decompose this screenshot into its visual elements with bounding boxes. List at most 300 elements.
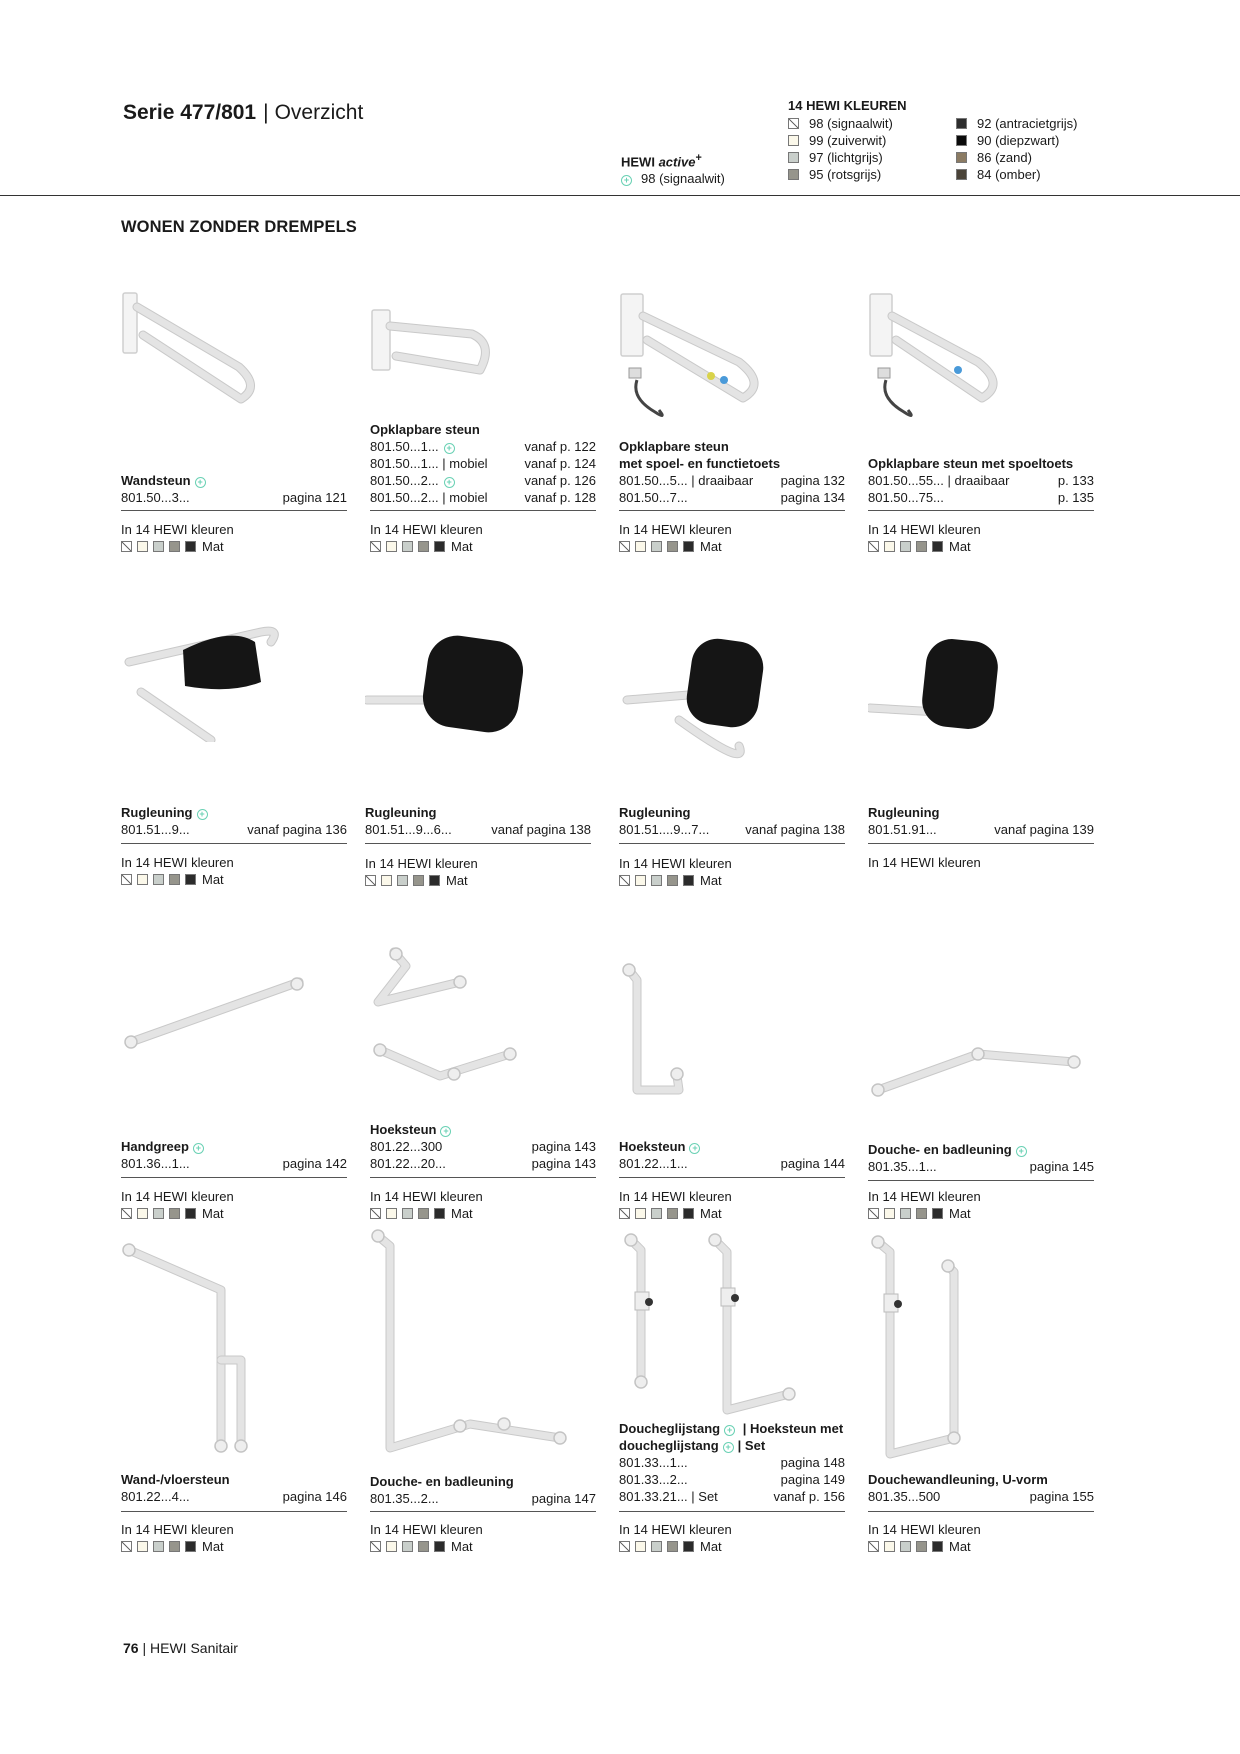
product-code: 801.50...2... | mobiel xyxy=(370,490,488,505)
color-legend-item xyxy=(788,166,893,183)
overview-title: Overzicht xyxy=(274,101,364,124)
product-page: pagina 144 xyxy=(780,1156,845,1171)
color-availability xyxy=(121,521,234,555)
color-availability xyxy=(868,521,981,555)
color-swatch xyxy=(651,1208,662,1219)
color-availability xyxy=(619,855,732,889)
product-divider xyxy=(619,510,845,511)
product-page: pagina 143 xyxy=(531,1156,596,1171)
colors-available-label: In 14 HEWI kleuren xyxy=(868,1189,981,1204)
product-name xyxy=(121,1138,347,1155)
color-swatch xyxy=(956,169,967,180)
product-label xyxy=(868,804,1094,838)
product-label xyxy=(370,1121,596,1172)
product-code: 801.35...500 xyxy=(868,1489,941,1504)
product-page: pagina 148 xyxy=(780,1455,845,1470)
plus-icon: + xyxy=(621,175,632,186)
color-swatch xyxy=(169,1208,180,1219)
product-page: pagina 142 xyxy=(282,1156,347,1171)
color-swatch xyxy=(884,1208,895,1219)
product-image xyxy=(619,620,789,775)
product-label xyxy=(370,1473,596,1507)
section-title: WONEN ZONDER DREMPELS xyxy=(121,218,357,236)
color-swatches xyxy=(121,538,234,555)
color-legend-item xyxy=(956,166,1077,183)
product-code: 801.35...1... xyxy=(868,1159,937,1174)
color-availability xyxy=(868,1521,981,1555)
product-image xyxy=(370,300,500,395)
series-title: Serie 477/801 xyxy=(123,101,257,124)
color-availability xyxy=(121,1521,234,1555)
color-swatch xyxy=(153,874,164,885)
colors-available-label: In 14 HEWI kleuren xyxy=(868,1522,981,1537)
product-code: 801.22...300 xyxy=(370,1139,443,1154)
product-divider xyxy=(121,1511,347,1512)
color-swatches xyxy=(370,538,483,555)
color-swatch xyxy=(619,875,630,886)
product-ref-row xyxy=(868,472,1094,489)
color-swatch xyxy=(956,118,967,129)
color-swatch xyxy=(900,541,911,552)
color-swatches xyxy=(619,1205,732,1222)
color-label: 95 (rotsgrijs) xyxy=(809,167,882,182)
color-swatch xyxy=(900,1541,911,1552)
product-image xyxy=(121,287,271,412)
product-ref-row xyxy=(121,821,347,838)
color-swatch xyxy=(169,541,180,552)
colors-title: 14 HEWI KLEUREN xyxy=(788,98,907,113)
colors-available-label: In 14 HEWI kleuren xyxy=(619,856,732,871)
color-swatch xyxy=(137,874,148,885)
color-swatch xyxy=(635,541,646,552)
color-swatch xyxy=(121,1208,132,1219)
product-code: 801.22...20... xyxy=(370,1156,446,1171)
color-swatch xyxy=(932,1541,943,1552)
color-swatch xyxy=(667,1208,678,1219)
product-page: vanaf pagina 138 xyxy=(491,822,591,837)
mat-label: Mat xyxy=(949,539,971,554)
product-name-text: Douche- en badleuning xyxy=(868,1142,1012,1157)
color-swatch xyxy=(185,1208,196,1219)
product-divider xyxy=(365,843,591,844)
color-availability xyxy=(370,1188,483,1222)
product-ref-row xyxy=(121,489,347,506)
colors-available-label: In 14 HEWI kleuren xyxy=(868,855,981,870)
product-name-line2 xyxy=(619,455,845,472)
product-ref-row xyxy=(370,438,596,455)
color-label: 84 (omber) xyxy=(977,167,1041,182)
page-number: 76 xyxy=(123,1640,139,1656)
product-page: pagina 146 xyxy=(282,1489,347,1504)
product-name-text: Hoeksteun xyxy=(370,1122,437,1137)
product-page: p. 135 xyxy=(1057,490,1094,505)
product-code: 801.51...9... xyxy=(121,822,190,837)
product-name-text: Wand-/vloersteun xyxy=(121,1472,230,1487)
colors-available-label: In 14 HEWI kleuren xyxy=(121,522,234,537)
colors-available-label: In 14 HEWI kleuren xyxy=(619,522,732,537)
color-swatch xyxy=(418,541,429,552)
colors-available-label: In 14 HEWI kleuren xyxy=(619,1189,732,1204)
product-label xyxy=(619,1138,845,1172)
color-swatch xyxy=(185,1541,196,1552)
page-title xyxy=(123,101,363,125)
product-name xyxy=(868,1471,1094,1488)
product-name xyxy=(868,1141,1094,1158)
color-swatches xyxy=(868,538,981,555)
color-availability xyxy=(370,1521,483,1555)
color-swatch xyxy=(153,541,164,552)
color-availability xyxy=(121,1188,234,1222)
product-code: 801.33...2... xyxy=(619,1472,688,1487)
product-ref-row xyxy=(121,1488,347,1505)
product-name xyxy=(370,1121,596,1138)
product-name xyxy=(370,421,596,438)
product-label xyxy=(121,472,347,506)
product-divider xyxy=(868,843,1094,844)
product-image xyxy=(868,288,1008,433)
product-code: 801.50...2... xyxy=(370,473,439,488)
product-name xyxy=(121,1471,347,1488)
product-divider xyxy=(619,1511,845,1512)
color-swatch xyxy=(868,1541,879,1552)
product-image xyxy=(121,970,311,1065)
color-swatch xyxy=(619,1541,630,1552)
color-label: 92 (antracietgrijs) xyxy=(977,116,1078,131)
mat-label: Mat xyxy=(202,872,224,887)
color-availability xyxy=(370,521,483,555)
color-swatch xyxy=(651,1541,662,1552)
product-code: 801.50...55... | draaibaar xyxy=(868,473,1010,488)
product-name-text: Opklapbare steun xyxy=(370,422,480,437)
product-ref-row xyxy=(370,472,596,489)
product-code: 801.36...1... xyxy=(121,1156,190,1171)
product-code: 801.50...1... | mobiel xyxy=(370,456,488,471)
color-swatch xyxy=(667,541,678,552)
colors-available-label: In 14 HEWI kleuren xyxy=(365,856,478,871)
color-swatches xyxy=(619,1538,732,1555)
color-swatch xyxy=(956,135,967,146)
color-swatch xyxy=(121,541,132,552)
color-swatches xyxy=(868,1205,981,1222)
product-ref-row xyxy=(370,489,596,506)
color-label: 98 (signaalwit) xyxy=(809,116,893,131)
color-availability xyxy=(365,855,478,889)
footer-text: HEWI Sanitair xyxy=(150,1640,238,1656)
color-swatch xyxy=(137,541,148,552)
color-label: 90 (diepzwart) xyxy=(977,133,1060,148)
color-label: 99 (zuiverwit) xyxy=(809,133,887,148)
product-divider xyxy=(370,510,596,511)
color-swatches xyxy=(365,872,478,889)
product-divider xyxy=(370,1177,596,1178)
product-name-text: Rugleuning xyxy=(121,805,193,820)
color-swatch xyxy=(402,541,413,552)
product-name xyxy=(370,1473,596,1490)
color-swatch xyxy=(619,1208,630,1219)
mat-label: Mat xyxy=(700,1539,722,1554)
product-page: vanaf p. 126 xyxy=(524,473,596,488)
product-label xyxy=(619,1420,845,1505)
product-code: 801.22...1... xyxy=(619,1156,688,1171)
color-swatch xyxy=(932,541,943,552)
color-swatch xyxy=(137,1208,148,1219)
plus-icon: + xyxy=(440,1126,451,1137)
product-name-text: Hoeksteun xyxy=(619,1139,686,1154)
colors-available-label: In 14 HEWI kleuren xyxy=(121,1522,234,1537)
color-swatch xyxy=(370,1208,381,1219)
product-label xyxy=(868,455,1094,506)
product-name xyxy=(619,1420,845,1437)
product-name xyxy=(868,804,1094,821)
product-ref-row xyxy=(370,455,596,472)
product-name-text: Rugleuning xyxy=(619,805,691,820)
color-swatches xyxy=(619,872,732,889)
hewi-active-color: + 98 (signaalwit) xyxy=(621,170,725,187)
product-page: p. 133 xyxy=(1057,473,1094,488)
product-label xyxy=(365,804,591,838)
color-swatch xyxy=(434,1541,445,1552)
product-name xyxy=(619,1138,845,1155)
product-divider xyxy=(868,1180,1094,1181)
product-name-text: Opklapbare steun xyxy=(619,439,729,454)
mat-label: Mat xyxy=(451,539,473,554)
mat-label: Mat xyxy=(700,539,722,554)
plus-icon: + xyxy=(193,1143,204,1154)
product-image xyxy=(619,288,769,433)
product-label xyxy=(121,804,347,838)
product-ref-row xyxy=(619,1155,845,1172)
product-name xyxy=(121,472,347,489)
color-availability xyxy=(121,854,234,888)
product-name-text: Douchewandleuning, U-vorm xyxy=(868,1472,1048,1487)
product-ref-row xyxy=(868,489,1094,506)
product-image xyxy=(868,1040,1088,1105)
product-divider xyxy=(619,1177,845,1178)
product-name-text: Doucheglijstang xyxy=(619,1421,721,1436)
color-swatches xyxy=(370,1205,483,1222)
hewi-active-legend xyxy=(621,150,725,187)
product-image xyxy=(370,1228,580,1463)
product-ref-row xyxy=(868,1488,1094,1505)
product-image xyxy=(619,960,699,1105)
product-code: 801.50...1... xyxy=(370,439,439,454)
product-code-wrap xyxy=(370,472,455,489)
color-swatch xyxy=(402,1208,413,1219)
product-divider xyxy=(868,510,1094,511)
product-page: pagina 121 xyxy=(282,490,347,505)
color-legend-item xyxy=(788,132,893,149)
color-legend-item xyxy=(956,115,1077,132)
color-swatch xyxy=(667,1541,678,1552)
product-image xyxy=(370,942,530,1117)
plus-icon: + xyxy=(444,443,455,454)
title-separator: | xyxy=(263,101,269,124)
mat-label: Mat xyxy=(202,539,224,554)
plus-icon: + xyxy=(444,477,455,488)
color-swatches xyxy=(121,1205,234,1222)
product-ref-row xyxy=(121,1155,347,1172)
product-label xyxy=(121,1138,347,1172)
product-divider xyxy=(121,843,347,844)
product-image xyxy=(619,1232,809,1427)
color-swatch xyxy=(868,541,879,552)
product-ref-row xyxy=(619,1488,845,1505)
color-swatch xyxy=(788,169,799,180)
product-page: vanaf p. 128 xyxy=(524,490,596,505)
product-code: 801.51....9...7... xyxy=(619,822,710,837)
mat-label: Mat xyxy=(202,1539,224,1554)
product-name xyxy=(619,438,845,455)
color-swatch xyxy=(386,1541,397,1552)
plus-icon: + xyxy=(724,1425,735,1436)
product-code: 801.50...5... | draaibaar xyxy=(619,473,754,488)
product-page: pagina 143 xyxy=(531,1139,596,1154)
product-page: vanaf p. 124 xyxy=(524,456,596,471)
hewi-active-title: HEWI active+ xyxy=(621,152,702,170)
color-swatches xyxy=(121,871,234,888)
product-code: 801.35...2... xyxy=(370,1491,439,1506)
product-page: vanaf pagina 138 xyxy=(745,822,845,837)
product-name-text: Rugleuning xyxy=(365,805,437,820)
color-swatch xyxy=(153,1208,164,1219)
color-swatches xyxy=(868,1538,981,1555)
color-legend-item xyxy=(956,149,1077,166)
color-swatch xyxy=(169,1541,180,1552)
colors-available-label: In 14 HEWI kleuren xyxy=(619,1522,732,1537)
mat-label: Mat xyxy=(949,1539,971,1554)
color-list-left xyxy=(788,115,893,183)
color-swatches xyxy=(121,1538,234,1555)
color-swatch xyxy=(683,1541,694,1552)
plus-icon: + xyxy=(689,1143,700,1154)
product-name-suffix: | Set xyxy=(737,1438,766,1453)
plus-icon: + xyxy=(1016,1146,1027,1157)
product-ref-row xyxy=(868,821,1094,838)
product-divider xyxy=(619,843,845,844)
color-swatch xyxy=(635,1541,646,1552)
color-swatch xyxy=(868,1208,879,1219)
mat-label: Mat xyxy=(700,873,722,888)
product-image xyxy=(868,608,1028,763)
colors-available-label: In 14 HEWI kleuren xyxy=(121,1189,234,1204)
colors-available-label: In 14 HEWI kleuren xyxy=(370,1189,483,1204)
color-availability xyxy=(619,1521,732,1555)
product-ref-row xyxy=(370,1490,596,1507)
color-swatch xyxy=(683,541,694,552)
product-page: pagina 155 xyxy=(1029,1489,1094,1504)
color-swatch xyxy=(370,1541,381,1552)
product-label xyxy=(868,1141,1094,1175)
color-legend-item xyxy=(788,115,893,132)
color-swatch xyxy=(121,1541,132,1552)
product-divider xyxy=(868,1511,1094,1512)
colors-available-label: In 14 HEWI kleuren xyxy=(121,855,234,870)
product-divider xyxy=(121,510,347,511)
product-page: vanaf p. 122 xyxy=(524,439,596,454)
product-name xyxy=(365,804,591,821)
color-swatch xyxy=(185,874,196,885)
product-ref-row xyxy=(365,821,591,838)
color-swatch xyxy=(788,152,799,163)
product-code: 801.51...9...6... xyxy=(365,822,452,837)
product-label xyxy=(121,1471,347,1505)
product-ref-row xyxy=(619,821,845,838)
color-swatch xyxy=(651,875,662,886)
product-ref-row xyxy=(619,1454,845,1471)
product-label xyxy=(868,1471,1094,1505)
product-divider xyxy=(121,1177,347,1178)
product-ref-row xyxy=(619,1471,845,1488)
color-swatch xyxy=(386,541,397,552)
color-swatches xyxy=(370,1538,483,1555)
product-page: vanaf pagina 139 xyxy=(994,822,1094,837)
color-swatch xyxy=(956,152,967,163)
color-label: 97 (lichtgrijs) xyxy=(809,150,883,165)
plus-icon: + xyxy=(723,1442,734,1453)
color-swatch xyxy=(884,1541,895,1552)
color-swatch xyxy=(418,1541,429,1552)
colors-available-label: In 14 HEWI kleuren xyxy=(868,522,981,537)
product-page: vanaf p. 156 xyxy=(773,1489,845,1504)
color-swatch xyxy=(434,1208,445,1219)
product-name-text: Handgreep xyxy=(121,1139,189,1154)
product-page: pagina 147 xyxy=(531,1491,596,1506)
color-swatch xyxy=(381,875,392,886)
color-swatch xyxy=(932,1208,943,1219)
color-swatches xyxy=(619,538,732,555)
mat-label: Mat xyxy=(949,1206,971,1221)
color-swatch xyxy=(413,875,424,886)
product-name xyxy=(121,804,347,821)
product-code: 801.22...4... xyxy=(121,1489,190,1504)
color-swatch xyxy=(635,875,646,886)
product-page: pagina 149 xyxy=(780,1472,845,1487)
color-availability xyxy=(868,854,981,871)
product-ref-row xyxy=(370,1138,596,1155)
mat-label: Mat xyxy=(202,1206,224,1221)
product-label xyxy=(370,421,596,506)
color-swatch xyxy=(916,541,927,552)
color-list-right xyxy=(956,115,1077,183)
product-code: 801.33.21... | Set xyxy=(619,1489,718,1504)
product-name-suffix: | Hoeksteun met xyxy=(739,1421,844,1436)
product-image xyxy=(121,612,291,747)
color-swatch xyxy=(916,1208,927,1219)
color-swatch xyxy=(884,541,895,552)
color-swatch xyxy=(651,541,662,552)
color-availability xyxy=(619,1188,732,1222)
color-swatch xyxy=(900,1208,911,1219)
mat-label: Mat xyxy=(700,1206,722,1221)
color-swatch xyxy=(429,875,440,886)
product-name-line2 xyxy=(619,1437,845,1454)
color-swatch xyxy=(386,1208,397,1219)
product-label xyxy=(619,438,845,506)
color-swatch xyxy=(788,135,799,146)
product-name-text: met spoel- en functietoets xyxy=(619,456,781,471)
mat-label: Mat xyxy=(451,1206,473,1221)
page-footer: 76 | HEWI Sanitair xyxy=(123,1640,238,1656)
product-ref-row xyxy=(370,1155,596,1172)
color-label: 86 (zand) xyxy=(977,150,1032,165)
color-swatch xyxy=(418,1208,429,1219)
product-ref-row xyxy=(868,1158,1094,1175)
product-name-text: Rugleuning xyxy=(868,805,940,820)
product-name xyxy=(619,804,845,821)
product-image xyxy=(868,1232,978,1467)
plus-icon: + xyxy=(195,477,206,488)
product-code: 801.50...7... xyxy=(619,490,688,505)
